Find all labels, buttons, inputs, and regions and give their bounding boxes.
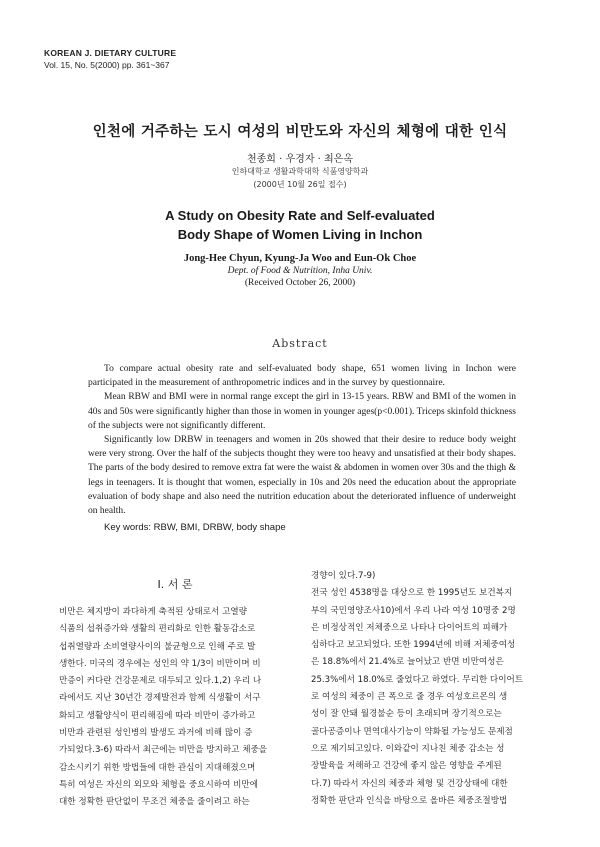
text-line: 식품의 섭취증가와 생활의 편리화로 인한 활동감소로 <box>59 624 256 635</box>
english-received-date: (Received October 26, 2000) <box>244 278 356 288</box>
text-line: 성이 잘 안돼 월경불순 등이 초래되며 장기적으로는 <box>311 709 502 720</box>
journal-name: KOREAN J. DIETARY CULTURE <box>44 48 177 58</box>
text-line: 부의 국민영양조사10)에서 우리 나라 여성 10명중 2명 <box>311 605 516 616</box>
text-line: 정확한 판단과 인식을 바탕으로 올바른 체중조절방법 <box>311 795 508 806</box>
korean-title: 인천에 거주하는 도시 여성의 비만도와 자신의 체형에 대한 인식 <box>92 124 508 140</box>
text-line: 로 여성의 체중이 큰 폭으로 줄 경우 여성호르몬의 생 <box>311 692 508 703</box>
english-authors: Jong-Hee Chyun, Kyung-Ja Woo and Eun-Ok Choe <box>183 253 417 264</box>
text-line: 심하다고 보고되었다. 또한 1994년에 비해 저체중여성 <box>311 640 516 651</box>
right-column-text <box>311 568 543 810</box>
text-line: 생한다. 미국의 경우에는 성인의 약 1/3이 비만이며 비 <box>59 658 261 669</box>
left-column-text <box>59 604 291 812</box>
korean-received-date: (2000년 10월 26일 접수) <box>253 180 347 189</box>
section-heading-introduction: I. 서 론 <box>157 578 193 591</box>
text-line: 25.3%에서 18.0%로 줄었다고 하였다. 무리한 다이어트 <box>311 674 524 685</box>
abstract-paragraph-3: Significantly low DRBW in teenagers and women in 20s showed that their desire to reduce body weight were very strong. Over the half of the subjects thought they were too heavy and unsatisfied at their body shapes. The parts of the body desired to remove extra fat were the waist & abdomen in women over 30s and the thigh & legs in teenagers. It is thought that women, especially in 10s and 20s need the education about the appropriate evaluation of body shape and also need the nutrition education about the deteriorated influence of underweight on health. <box>88 435 516 517</box>
text-line: 라에서도 지난 30년간 경제발전과 함께 식생활이 서구 <box>59 693 261 704</box>
abstract-paragraph-1: To compare actual obesity rate and self-evaluated body shape, 651 women living in Inchon were participated in the measurement of anthropometric indices and in the survey by questionnaire. <box>88 364 516 389</box>
text-line: 비만은 체지방이 과다하게 축적된 상태로서 고열량 <box>59 607 247 617</box>
abstract-heading: Abstract <box>272 337 328 350</box>
journal-volume: Vol. 15, No. 5(2000) pp. 361~367 <box>44 60 170 70</box>
text-line: 비만과 관련된 성인병의 발생도 과거에 비해 많이 증 <box>59 728 253 739</box>
text-line: 만증이 커다란 건강문제로 대두되고 있다.1,2) 우리 나 <box>59 676 262 687</box>
keywords <box>104 522 286 533</box>
text-line: 은 18.8%에서 21.4%로 늘어났고 반면 비만여성은 <box>311 657 504 668</box>
text-line: 감소시키기 위한 방법들에 대한 관심이 지대해졌으며 <box>59 762 256 773</box>
text-line: 대한 정확한 판단없이 무조건 체중을 줄이려고 하는 <box>59 797 250 808</box>
text-line: 화되고 생활양식이 편리해짐에 따라 비만이 증가하고 <box>59 710 256 721</box>
keywords-values: RBW, BMI, DRBW, body shape <box>153 522 286 533</box>
english-title-line-2: Body Shape of Women Living in Inchon <box>177 227 423 242</box>
text-line: 전국 성인 4538명을 대상으로 한 1995년도 보건복지 <box>311 588 513 599</box>
text-line: 장발육을 저해하고 건강에 좋지 않은 영향을 주게된 <box>311 761 502 772</box>
abstract-body <box>88 362 516 518</box>
english-title <box>0 206 600 244</box>
abstract-paragraph-2: Mean RBW and BMI were in normal range except the girl in 13-15 years. RBW and BMI of the women in 40s and 50s were significantly higher than those in women in younger ages(p<0.001). Triceps skinfold thickness of the subjects were not significantly different. <box>88 392 516 431</box>
text-line: 다.7) 따라서 자신의 체중과 체형 및 건강상태에 대한 <box>311 778 508 789</box>
text-line: 특히 여성은 자신의 외모와 체형을 중요시하여 비만에 <box>59 779 259 790</box>
english-title-line-1: A Study on Obesity Rate and Self-evaluated <box>165 208 435 223</box>
text-line: 섭취열량과 소비열량사이의 불균형으로 인해 주로 발 <box>59 641 256 652</box>
journal-info <box>44 47 176 71</box>
english-department: Dept. of Food & Nutrition, Inha Univ. <box>227 266 373 276</box>
text-line: 경향이 있다.7-9) <box>311 571 376 581</box>
korean-affiliation: 인하대학교 생활과학대학 식품영양학과 <box>231 167 369 176</box>
text-line: 가되었다.3-6) 따라서 최근에는 비만을 방지하고 체중을 <box>59 745 268 756</box>
korean-authors: 천종희 · 우경자 · 최은옥 <box>246 154 353 165</box>
text-line: 골다공증이나 면역대사기능이 약화될 가능성도 문제점 <box>311 726 513 737</box>
text-line: 은 비정상적인 저체중으로 나타나 다이어트의 피해가 <box>311 622 508 633</box>
text-line: 으로 제기되고있다. 이와같이 지나친 체중 감소는 성 <box>311 743 505 754</box>
keywords-label: Key words: <box>104 522 151 533</box>
